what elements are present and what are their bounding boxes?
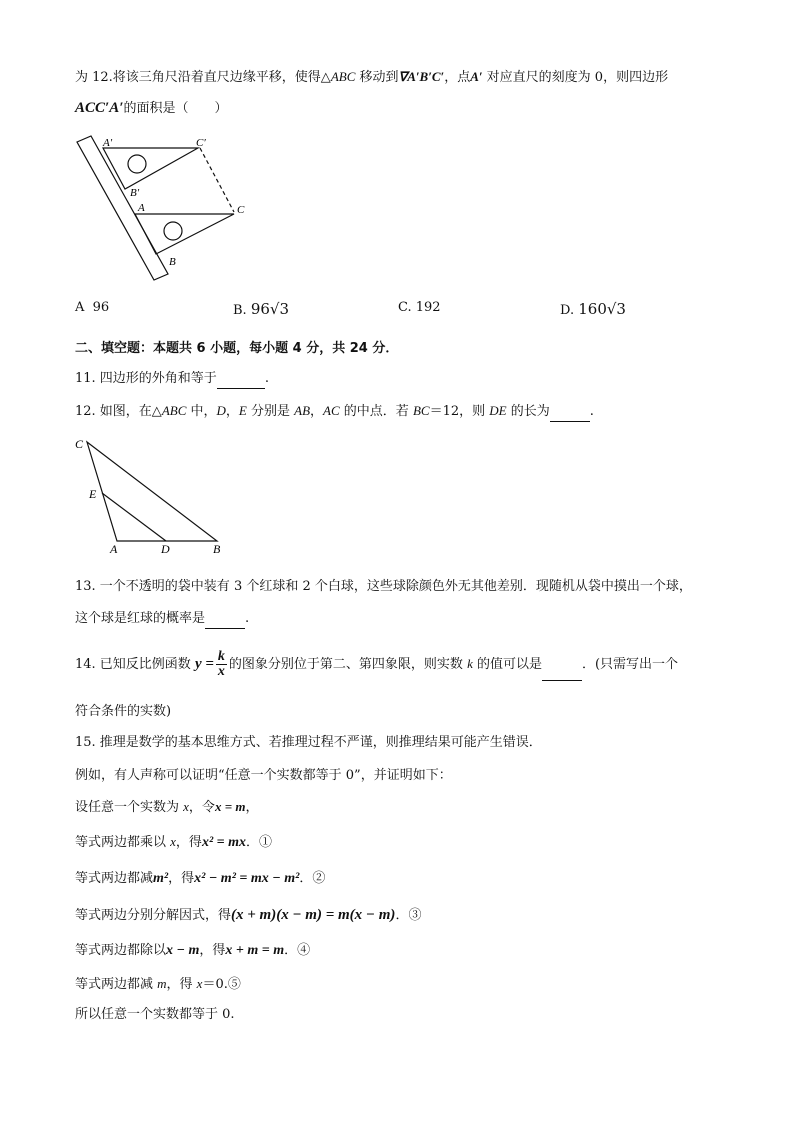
q15-var: m² [153,871,169,886]
question-15-line-4 [75,833,272,852]
question-15-line-9: 所以任意一个实数都等于 0. [75,1007,235,1022]
point-a-prime: A′ [470,69,483,84]
q15-text: 等式两边都乘以 [75,835,171,850]
question-13-line-2 [75,610,249,629]
q15-text: ．① [246,835,273,850]
q12-text: ， [225,404,239,419]
q14-text: 的图象分别位于第二、第四象限，则实数 [228,657,468,672]
option-d [560,300,626,318]
label-a: A [110,542,118,556]
q13-text: 这个球是红球的概率是 [75,611,206,626]
q14-fraction [216,650,227,679]
triangle-abc [87,442,217,541]
q13-tail: . [245,611,250,626]
question-15-line-8 [75,975,241,994]
question-12 [75,402,594,422]
question-15-line-1: 15. 推理是数学的基本思维方式、若推理过程不严谨，则推理结果可能产生错误． [75,735,542,750]
section-heading: 二、填空题：本题共 6 小题，每小题 4 分，共 24 分． [75,341,399,356]
question-15-line-7 [75,942,310,960]
question-14-line-2: 符合条件的实数) [75,704,172,719]
question-15-line-5 [75,870,325,888]
q12-triangle: ABC [161,403,187,418]
label-b: B [169,256,176,268]
q15-text: ．④ [284,943,311,958]
q15-equation: (x + m)(x − m) = m(x − m) [231,907,396,923]
dashed-segment [200,148,234,212]
option-b [233,300,289,318]
question-14-line-1 [75,649,678,681]
intro-text: 移动到 [355,70,399,85]
q15-text: ．③ [395,908,422,923]
q12-seg-ab: AB [294,403,311,418]
intro-text: 为 12.将该三角尺沿着直尺边缘平移，使得△ [75,70,331,85]
option-a-letter: A [75,300,85,315]
q15-equation: x = m [214,799,246,814]
triangle-lower [135,214,234,254]
q12-text: 12. 如图，在△ [75,404,162,419]
q15-text: 设任意一个实数为 [75,800,184,815]
q11-answer-blank [217,370,265,389]
label-e: E [89,487,97,501]
q11-text: 11. 四边形的外角和等于 [75,371,217,386]
q14-text: ．(只需写出一个 [581,657,679,672]
option-b-letter: B. [233,303,247,318]
q12-answer-blank [550,403,590,422]
question-13-line-1: 13. 一个不透明的袋中装有 3 个红球和 2 个白球，这些球除颜色外无其他差别．现随机从袋中摸出一个球， [75,579,692,594]
intro-line-2 [75,99,227,118]
intro-text: 的面积是（ ） [123,101,228,116]
q12-text: ， [310,404,324,419]
q15-equation: x [196,976,203,991]
label-c: C [237,204,245,216]
q15-var: m [157,976,167,991]
q15-text: ，得 [166,977,197,992]
q15-text: 等式两边都减 [75,871,154,886]
option-c-letter: C. [398,300,412,315]
q12-text: ＝12，则 [429,404,490,419]
q14-text: 的值可以是 [472,657,542,672]
question-15-line-2: 例如，有人声称可以证明“任意一个实数都等于 0”，并证明如下： [75,768,452,783]
option-c-value: 192 [415,300,441,315]
q11-tail: . [264,371,269,386]
q15-text: 等式两边都除以 [75,943,167,958]
q12-text: 的中点．若 [339,404,413,419]
intro-text: 对应直尺的刻度为 0，则四边形 [482,70,669,85]
q12-text: 分别是 [246,404,295,419]
q12-point-e: E [238,403,247,418]
label-c: C [75,437,84,451]
q14-denominator: x [217,664,225,679]
option-c [398,300,441,315]
q15-var: x [170,834,176,849]
label-a: A [138,202,145,214]
q15-text: ，得 [175,835,202,850]
segment-de [102,493,166,541]
q12-text: 中， [186,404,217,419]
label-b: B [213,542,221,556]
triangle-abc: ABC [330,69,356,84]
q15-equation: x² = mx [201,835,247,850]
q15-equation: x² − m² = mx − m² [194,871,300,886]
triangle-abc-figure [70,432,240,562]
q14-numerator: k [217,649,225,664]
q12-text: 的长为 [506,404,550,419]
question-15-line-3 [75,798,258,817]
triangle-upper-hole [128,155,146,173]
q15-equation: x + m = m [225,943,285,958]
q14-answer-blank [542,650,582,681]
q15-text: ．② [299,871,326,886]
ruler [77,136,168,280]
q15-text: ，得 [168,871,195,886]
q13-answer-blank [205,610,245,629]
q15-text: ＝0.⑤ [202,977,241,992]
q15-text: ， [245,800,259,815]
q12-seg-bc: BC [412,403,430,418]
q14-k: k [467,656,473,671]
option-d-letter: D. [560,303,575,318]
q15-text: ，得 [199,943,226,958]
q15-text: 等式两边分别分解因式，得 [75,908,232,923]
triangle-a-prime: ∇A′B′C′ [398,69,445,84]
label-c-prime: C′ [196,137,206,149]
option-a [75,300,109,315]
q15-divisor: x − m [166,943,200,958]
q12-point-d: D [216,403,226,418]
ruler-triangle-figure [70,128,260,288]
quadrilateral: ACC′A′ [75,100,124,116]
intro-text: ，点 [444,70,471,85]
intro-line-1 [75,68,668,87]
option-a-value: 96 [92,300,110,315]
question-11 [75,370,269,389]
q12-seg-de: DE [489,403,507,418]
q14-text: 14. 已知反比例函数 [75,657,191,672]
option-d-value: 160√3 [578,300,626,318]
question-15-line-6 [75,906,421,925]
label-b-prime: B′ [130,187,140,199]
option-b-value: 96√3 [250,300,290,318]
triangle-lower-hole [164,222,182,240]
label-a-prime: A′ [103,137,113,149]
q15-var: x [183,799,189,814]
q14-function-lhs: y = [194,656,214,672]
q12-seg-ac: AC [323,403,340,418]
label-d: D [161,542,170,556]
q12-tail: . [589,404,594,419]
q15-text: ，令 [188,800,215,815]
q15-text: 等式两边都减 [75,977,158,992]
